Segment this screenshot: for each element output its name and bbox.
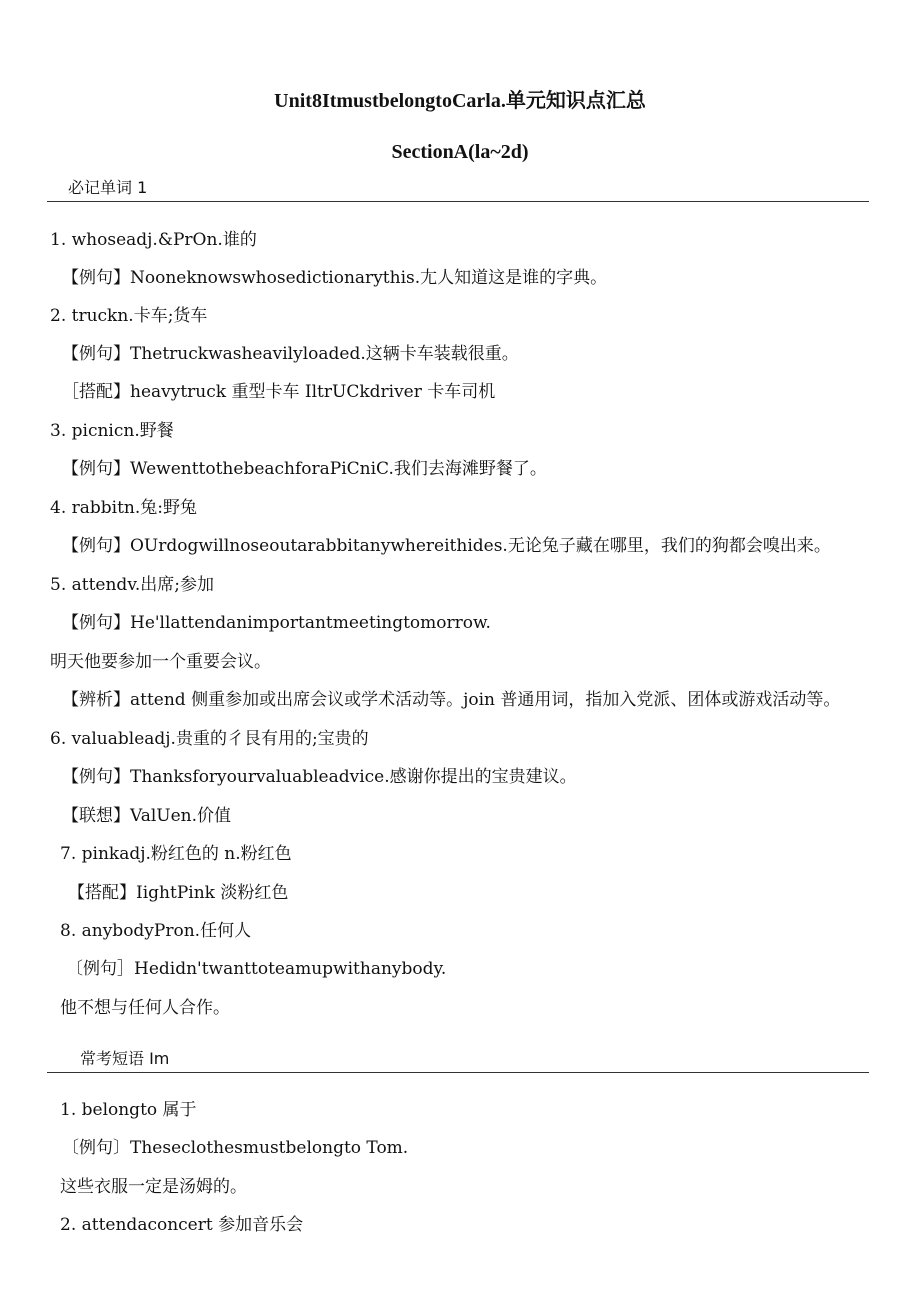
vocab-entry: 3. picnicn.野餐 [50,421,174,441]
vocab-entry: 4. rabbitn.兔:野兔 [50,498,197,518]
example-sentence: 【例句】Nooneknowswhosedictionarythis.尢人知道这是谁的字典。 [62,268,608,288]
example-sentence: 〔例句〕Theseclothesmustbelongto Tom. [62,1138,409,1158]
usage-note: 【辨析】attend 侧重参加或出席会议或学术活动等。join 普通用词，指加入党派、团体或游戏活动等。 [62,690,841,710]
document-title: Unit8ItmustbelongtoCarla.单元知识点汇总 [274,90,646,112]
collocation-note: ［搭配】heavytruck 重型卡车 IltrUCkdriver 卡车司机 [62,382,496,402]
vocab-entry: 8. anybodyPron.任何人 [60,921,252,941]
translation: 他不想与任何人合作。 [60,998,230,1018]
translation: 这些衣服一定是汤姆的。 [60,1177,247,1197]
section-divider [47,201,869,202]
example-sentence: 【例句】Thanksforyourvaluableadvice.感谢你提出的宝贵建议。 [62,767,577,787]
collocation-note: 【搭配】IightPink 淡粉红色 [68,883,289,903]
section-heading-vocabulary: 必记单词 1 [68,178,148,197]
vocab-entry: 1. whoseadj.&PrOn.谁的 [50,230,257,250]
section-subtitle: SectionA(la~2d) [391,141,529,163]
example-sentence: 【例句】Thetruckwasheavilyloaded.这辆卡车装载很重。 [62,344,519,364]
association-note: 【联想】ValUen.价值 [62,806,232,826]
example-sentence: 【例句】WewenttothebeachforaPiCniC.我们去海滩野餐了。 [62,459,547,479]
section-heading-phrases: 常考短语 Im [80,1049,170,1068]
phrase-entry: 2. attendaconcert 参加音乐会 [60,1215,304,1235]
example-sentence: 〔例句］Hedidn'twanttoteamupwithanybody. [66,959,447,979]
vocab-entry: 2. truckn.卡车;货车 [50,306,208,326]
translation: 明天他要参加一个重要会议。 [50,652,271,672]
vocab-entry: 5. attendv.出席;参加 [50,575,215,595]
phrase-entry: 1. belongto 属于 [60,1100,197,1120]
example-sentence: 【例句】OUrdogwillnoseoutarabbitanywhereithides.无论兔子藏在哪里，我们的狗都会嗅出来。 [62,536,831,556]
example-sentence: 【例句】He'llattendanimportantmeetingtomorrow. [62,613,491,633]
vocab-entry: 6. valuableadj.贵重的彳艮有用的;宝贵的 [50,729,369,749]
section-divider [47,1072,869,1073]
vocab-entry: 7. pinkadj.粉红色的 n.粉红色 [60,844,292,864]
